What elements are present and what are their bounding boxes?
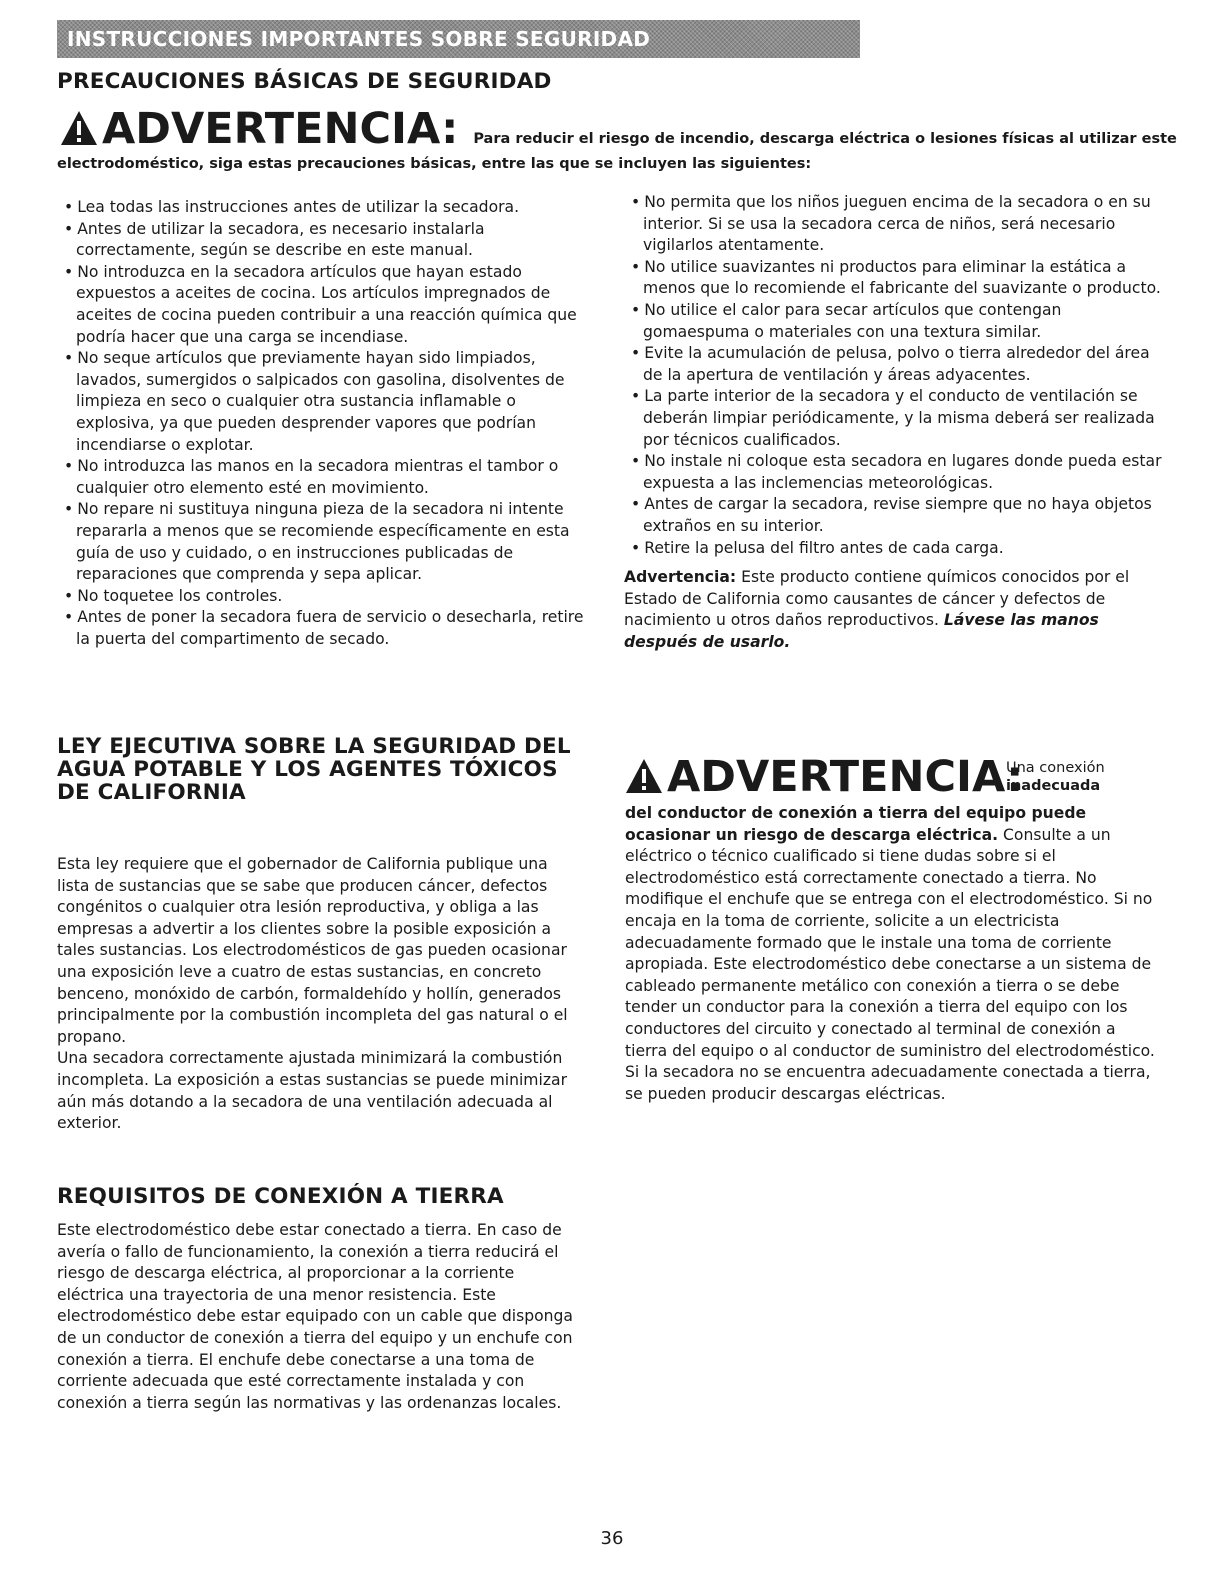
warning-triangle-icon [60,109,98,155]
list-item: • No permita que los niños jueguen encima de la secadora o en su interior. Si se usa la secadora cerca de niños, será necesario vigilarlos atentamente. [624,192,1164,257]
warning-tail-line: Una conexión [1006,760,1105,776]
drinking-water-act-body [57,854,577,1135]
warning-tail-line: inadecuada [1006,778,1101,794]
grounding-warning-line [625,754,1023,803]
safety-banner: INSTRUCCIONES IMPORTANTES SOBRE SEGURIDAD [57,20,860,58]
left-precautions-column [57,197,597,650]
grounding-warning-tail [1006,759,1105,795]
california-warning [624,567,1164,653]
heading-line: DE CALIFORNIA [57,780,246,805]
page-number: 36 [600,1528,624,1549]
california-warning-emphasis: Lávese las manos después de usarlo. [624,611,1099,651]
list-item: • Lea todas las instrucciones antes de utilizar la secadora. [57,197,597,219]
list-item: • Antes de utilizar la secadora, es necesario instalarla correctamente, según se describe en este manual. [57,219,597,262]
list-item: • No repare ni sustituya ninguna pieza de la secadora ni intente repararla a menos que se recomiende específicamente en esta guía de uso y cuidado, o en instrucciones publicadas de reparaciones que comprenda y sepa aplicar. [57,499,597,585]
grounding-requirements-body: Este electrodoméstico debe estar conectado a tierra. En caso de avería o fallo de funcionamiento, la conexión a tierra reducirá el riesgo de descarga eléctrica, al proporcionar a la corriente eléctrica una trayectoria de una menor resistencia. Este electrodoméstico debe estar equipado con un cable que disponga de un conductor de conexión a tierra del equipo y un enchufe con conexión a tierra. El enchufe debe conectarse a una toma de corriente adecuada que esté correctamente instalada y con conexión a tierra según las normativas y las ordenanzas locales. [57,1221,573,1412]
california-warning-text: Este producto contiene químicos conocidos por el Estado de California como causantes de cáncer y defectos de nacimiento u otros daños reproductivos. [624,568,1130,630]
list-item: • No instale ni coloque esta secadora en lugares donde pueda estar expuesta a las inclemencias meteorológicas. [624,451,1164,494]
paragraph: Esta ley requiere que el gobernador de California publique una lista de sustancias que se sabe que producen cáncer, defectos congénitos o cualquier otra lesión reproductiva, y obliga a las empresas a advertir a los clientes sobre la posible exposición a tales sustancias. Los electrodomésticos de gas pueden ocasionar una exposición leve a cuatro de estas sustancias, en concreto benceno, monóxido de carbón, formaldehído y hollín, generados principalmente por la combustión incompleta del gas natural o el propano. [57,855,568,1046]
section-title-basic-precautions: PRECAUCIONES BÁSICAS DE SEGURIDAD [57,69,552,94]
list-item: • No toquetee los controles. [57,586,597,608]
warning-triangle-icon [625,757,663,803]
warning-label: ADVERTENCIA: [667,752,1024,802]
list-item: • No introduzca las manos en la secadora mientras el tambor o cualquier otro elemento esté en movimiento. [57,456,597,499]
section-title-grounding-requirements: REQUISITOS DE CONEXIÓN A TIERRA [57,1184,504,1209]
left-precautions-list [57,197,597,650]
heading-line: LEY EJECUTIVA SOBRE LA SEGURIDAD DEL [57,734,571,759]
grounding-warning-body [625,803,1159,1105]
list-item: • Retire la pelusa del filtro antes de cada carga. [624,538,1164,560]
list-item: • Evite la acumulación de pelusa, polvo o tierra alrededor del área de la apertura de ventilación y áreas adyacentes. [624,343,1164,386]
list-item: • No seque artículos que previamente hayan sido limpiados, lavados, sumergidos o salpicados con gasolina, disolventes de limpieza en seco o cualquier otra sustancia inflamable o explosiva, ya que pueden desprender vapores que podrían incendiarse o explotar. [57,348,597,456]
list-item: • No utilice suavizantes ni productos para eliminar la estática a menos que lo recomiende el fabricante del suavizante o producto. [624,257,1164,300]
list-item: • Antes de poner la secadora fuera de servicio o desecharla, retire la puerta del compartimento de secado. [57,607,597,650]
section-title-drinking-water-act [57,735,617,804]
grounding-warning-bold-lead: del conductor de conexión a tierra del equipo puede ocasionar un riesgo de descarga eléctrica. [625,804,1087,844]
warning-label: ADVERTENCIA: [102,104,459,154]
list-item: • Antes de cargar la secadora, revise siempre que no haya objetos extraños en su interior. [624,494,1164,537]
list-item: • No utilice el calor para secar artículos que contengan gomaespuma o materiales con una textura similar. [624,300,1164,343]
warning-lead-text: Para reducir el riesgo de incendio, descarga eléctrica o lesiones físicas al utilizar este [473,131,1177,147]
grounding-warning-text: Consulte a un eléctrico o técnico cualificado si tiene dudas sobre si el electrodoméstico está correctamente conectado a tierra. No modifique el enchufe que se entrega con el electrodoméstico. Si no encaja en la toma de corriente, solicite a un electricista adecuadamente formado que le instale una toma de corriente apropiada. Este electrodoméstico debe conectarse a un sistema de cableado permanente metálico con conexión a tierra o se debe tender un conductor para la conexión a tierra del equipo con los conductores del circuito y conectado al terminal de conexión a tierra del equipo o al conductor de suministro del electrodoméstico. Si la secadora no se encuentra adecuadamente conectada a tierra, se pueden producir descargas eléctricas. [625,825,1155,1103]
list-item: • No introduzca en la secadora artículos que hayan estado expuestos a aceites de cocina. Los artículos impregnados de aceites de cocina pueden contribuir a una reacción química que podría hacer que una carga se incendiase. [57,262,597,348]
paragraph: Una secadora correctamente ajustada minimizará la combustión incompleta. La exposición a estas sustancias se puede minimizar aún más dotando a la secadora de una ventilación adecuada al exterior. [57,1049,567,1133]
list-item: • La parte interior de la secadora y el conducto de ventilación se deberán limpiar periódicamente, y la misma deberá ser realizada por técnicos cualificados. [624,386,1164,451]
warning-continuation: electrodoméstico, siga estas precauciones básicas, entre las que se incluyen las siguientes: [57,156,812,172]
heading-line: AGUA POTABLE Y LOS AGENTES TÓXICOS [57,757,558,782]
right-precautions-column [624,192,1164,653]
california-warning-label: Advertencia: [624,568,737,587]
right-precautions-list [624,192,1164,559]
